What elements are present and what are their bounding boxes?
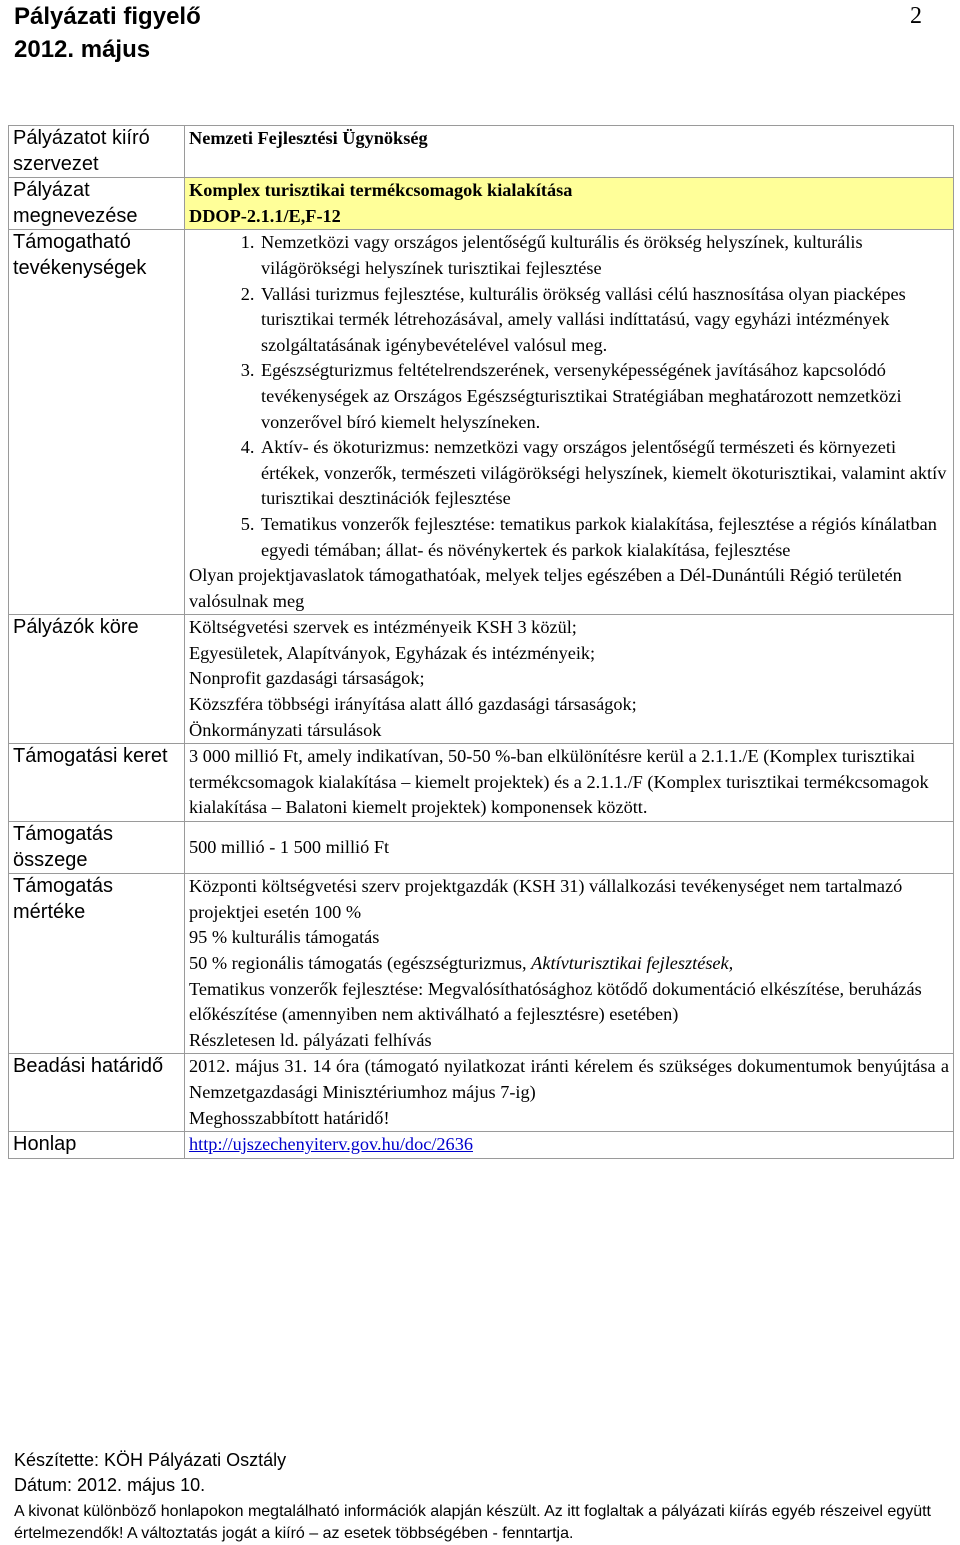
value-amount: 500 millió - 1 500 millió Ft bbox=[185, 822, 954, 874]
title-code: DDOP-2.1.1/E,F-12 bbox=[189, 205, 341, 226]
list-item: 5. Tematikus vonzerők fejlesztése: tematikus parkok kialakítása, fejlesztése a régiós kínálatban egyedi témában; állat- és növénykertek és parkok kialakítása, fejlesztése bbox=[259, 512, 949, 563]
row-rate bbox=[9, 874, 954, 1054]
rate-line-italic: Aktívturisztikai fejlesztések, bbox=[531, 953, 734, 973]
rate-line: Tematikus vonzerők fejlesztése: Megvalósíthatósághoz kötődő dokumentáció elkészítése, beruházás előkészítése (amennyiben nem aktiválható a fejlesztésre) esetében) bbox=[189, 978, 922, 1025]
label-issuer: Pályázatot kiíró szervezet bbox=[9, 126, 185, 178]
rate-line: Központi költségvetési szerv projektgazdák (KSH 31) vállalkozási tevékenységet nem tartalmazó projektjei esetén 100 % bbox=[189, 876, 903, 922]
value-activities bbox=[185, 230, 954, 615]
rate-line-part: 50 % regionális támogatás (egészségturizmus, bbox=[189, 953, 532, 973]
list-item: 3. Egészségturizmus feltételrendszerének, versenyképességének javításához kapcsolódó tevékenységek az Országos Egészségturisztikai Stratégiában meghatározott nemzetközi vonzerővel bíró kiemelt helyszíneken. bbox=[259, 358, 949, 435]
row-issuer bbox=[9, 126, 954, 178]
rate-line bbox=[189, 951, 949, 977]
label-website: Honlap bbox=[9, 1132, 185, 1159]
page-number: 2 bbox=[910, 3, 922, 29]
value-issuer: Nemzeti Fejlesztési Ügynökség bbox=[185, 126, 954, 178]
row-website bbox=[9, 1132, 954, 1159]
applicant-line: Egyesületek, Alapítványok, Egyházak és intézményeik; bbox=[189, 642, 596, 663]
label-applicants: Pályázók köre bbox=[9, 615, 185, 744]
website-link[interactable]: http://ujszechenyiterv.gov.hu/doc/2636 bbox=[189, 1134, 473, 1155]
label-rate: Támogatás mértéke bbox=[9, 874, 185, 1054]
row-applicants bbox=[9, 615, 954, 744]
value-title bbox=[185, 178, 954, 230]
row-title bbox=[9, 178, 954, 230]
list-item: 2. Vallási turizmus fejlesztése, kulturális örökség vallási célú hasznosítása olyan piacképes turisztikai termék létrehozásával, amely vallási indíttatású, vagy egyházi intézmények szolgáltatásának igénybevételével valósul meg. bbox=[259, 282, 949, 359]
activities-list bbox=[189, 230, 949, 563]
applicant-line: Költségvetési szervek es intézményeik KSH 3 közül; bbox=[189, 617, 577, 638]
title-name: Komplex turisztikai termékcsomagok kialakítása bbox=[189, 180, 573, 201]
applicant-line: Önkormányzati társulások bbox=[189, 719, 382, 740]
footer-disclaimer: A kivonat különböző honlapokon megtalálható információk alapján készült. Az itt foglaltak a pályázati kiírás egyéb részeivel együtt értelmezendők! A változtatás jogát a kiíró – az esetek többségében - fenntartja. bbox=[14, 1503, 931, 1542]
label-budget: Támogatási keret bbox=[9, 744, 185, 822]
label-activities: Támogatható tevékenységek bbox=[9, 230, 185, 615]
row-amount bbox=[9, 822, 954, 874]
header-date: 2012. május bbox=[14, 36, 151, 63]
header-title: Pályázati figyelő bbox=[14, 3, 201, 30]
list-item: 4. Aktív- és ökoturizmus: nemzetközi vagy országos jelentőségű természeti és környezeti értékek, vonzerők, természeti világörökségi helyszínek, kiemelt ökoturisztikai, valamint aktív turisztikai desztinációk fejlesztése bbox=[259, 435, 949, 512]
footer-author: Készítette: KÖH Pályázati Osztály bbox=[14, 1450, 287, 1470]
activities-note: Olyan projektjavaslatok támogathatóak, melyek teljes egészében a Dél-Dunántúli Régió területén valósulnak meg bbox=[189, 565, 902, 611]
document-footer bbox=[14, 1448, 954, 1545]
deadline-line: 2012. május 31. 14 óra (támogató nyilatkozat iránti kérelem és szükséges dokumentumok benyújtása a Nemzetgazdasági Minisztériumhoz május 7-ig) bbox=[189, 1056, 949, 1102]
value-deadline bbox=[185, 1054, 954, 1132]
document-header bbox=[14, 0, 201, 66]
value-rate bbox=[185, 874, 954, 1054]
list-item: 1. Nemzetközi vagy országos jelentőségű kulturális és örökség helyszínek, kulturális világörökségi helyszínek turisztikai fejlesztése bbox=[259, 230, 949, 281]
rate-line: 95 % kulturális támogatás bbox=[189, 927, 380, 948]
value-website bbox=[185, 1132, 954, 1159]
row-activities bbox=[9, 230, 954, 615]
label-deadline: Beadási határidő bbox=[9, 1054, 185, 1132]
label-title: Pályázat megnevezése bbox=[9, 178, 185, 230]
deadline-extended: Meghosszabbított határidő! bbox=[189, 1107, 390, 1128]
row-deadline bbox=[9, 1054, 954, 1132]
value-applicants bbox=[185, 615, 954, 744]
applicant-line: Közszféra többségi irányítása alatt álló gazdasági társaságok; bbox=[189, 694, 637, 715]
grant-info-table bbox=[8, 125, 954, 1159]
footer-date: Dátum: 2012. május 10. bbox=[14, 1475, 206, 1495]
value-budget: 3 000 millió Ft, amely indikatívan, 50-50 %-ban elkülönítésre kerül a 2.1.1./E (Komplex turisztikai termékcsomagok kialakítása – kiemelt projektek) és a 2.1.1./F (Komplex turisztikai termékcsomagok kialakítása – Balatoni kiemelt projektek) komponensek között. bbox=[185, 744, 954, 822]
rate-line: Részletesen ld. pályázati felhívás bbox=[189, 1029, 432, 1050]
applicant-line: Nonprofit gazdasági társaságok; bbox=[189, 668, 425, 689]
label-amount: Támogatás összege bbox=[9, 822, 185, 874]
row-budget bbox=[9, 744, 954, 822]
